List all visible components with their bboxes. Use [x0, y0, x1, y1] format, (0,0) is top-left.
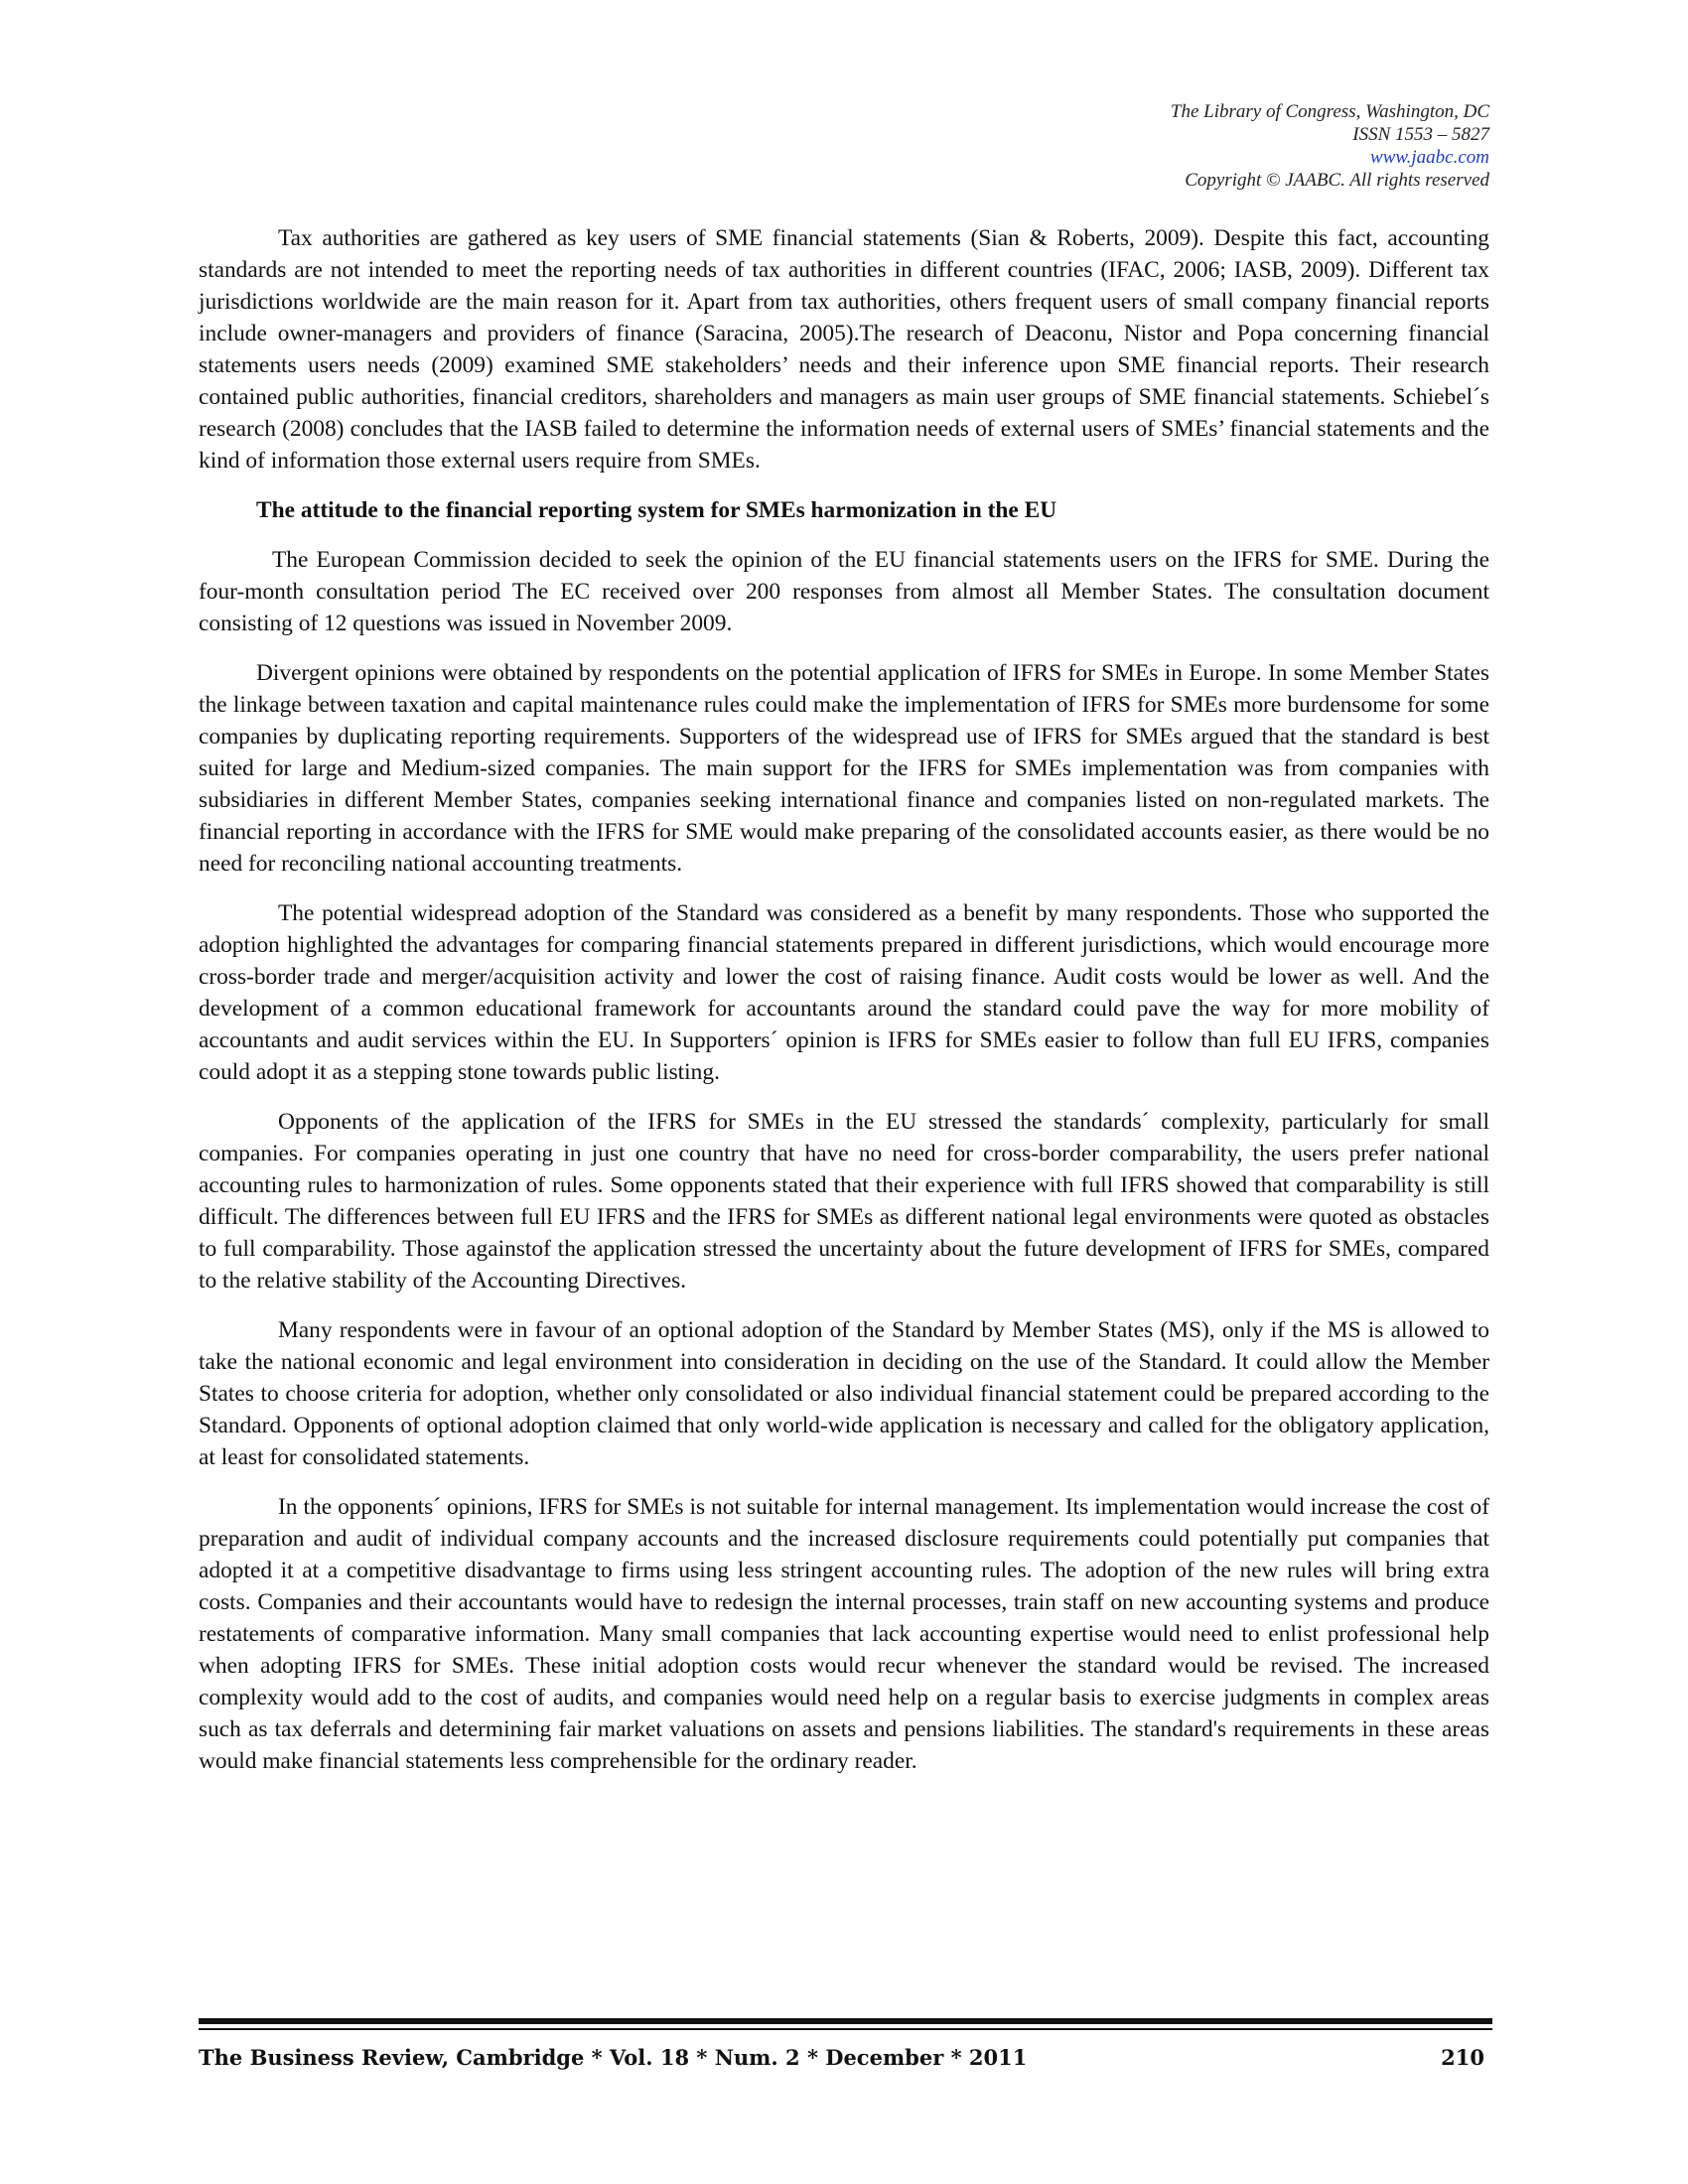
paragraph-european-commission: The European Commission decided to seek the opinion of the EU financial statements users on the IFRS for SME. During the four-month consultation period The EC received over 200 responses from almost all Member States. The consultation document consisting of 12 questions was issued in November 2009.: [199, 547, 1489, 636]
page-number: 210: [1441, 2045, 1484, 2070]
section-heading: The attitude to the financial reporting system for SMEs harmonization in the EU: [256, 497, 1057, 523]
footer-rule-thick: [199, 2018, 1492, 2024]
paragraph-opponents: Opponents of the application of the IFRS for SMEs in the EU stressed the standards´ complexity, particularly for small companies. For companies operating in just one country that have no need for cross-border comparability, the users prefer national accounting rules to harmonization of rules. Some opponents stated that their experience with full IFRS showed that comparability is still difficult. The differences between full EU IFRS and the IFRS for SMEs as different national legal environments were quoted as obstacles to full comparability. Those againstof the application stressed the uncertainty about the future development of IFRS for SMEs, compared to the relative stability of the Accounting Directives.: [199, 1109, 1489, 1294]
paragraph-internal-management: In the opponents´ opinions, IFRS for SMEs is not suitable for internal management. Its implementation would increase the cost of preparation and audit of individual company accounts and the increased disclosure requirements could potentially put companies that adopted it at a competitive disadvantage to firms using less stringent accounting rules. The adoption of the new rules will bring extra costs. Companies and their accountants would have to redesign the internal processes, train staff on new accounting systems and produce restatements of comparative information. Many small companies that lack accounting expertise would need to enlist professional help when adopting IFRS for SMEs. These initial adoption costs would recur whenever the standard would be revised. The increased complexity would add to the cost of audits, and companies would need help on a regular basis to exercise judgments in complex areas such as tax deferrals and determining fair market valuations on assets and pensions liabilities. The standard's requirements in these areas would make financial statements less comprehensible for the ordinary reader.: [199, 1494, 1489, 1774]
footer-journal: The Business Review, Cambridge * Vol. 18 * Num. 2 * December * 2011: [199, 2045, 1028, 2070]
header-website-link[interactable]: www.jaabc.com: [1370, 147, 1489, 168]
paragraph-widespread-adoption: The potential widespread adoption of the Standard was considered as a benefit by many respondents. Those who supported the adoption highlighted the advantages for comparing financial statements prepared in different jurisdictions, which would encourage more cross-border trade and merger/acquisition activity and lower the cost of raising finance. Audit costs would be lower as well. And the development of a common educational framework for accountants around the standard could pave the way for more mobility of accountants and audit services within the EU. In Supporters´ opinion is IFRS for SMEs easier to follow than full EU IFRS, companies could adopt it as a stepping stone towards public listing.: [199, 900, 1489, 1085]
header-copyright: Copyright © JAABC. All rights reserved: [1185, 170, 1489, 191]
article-body: [199, 222, 1489, 1795]
running-header: [794, 100, 1489, 192]
header-issn: ISSN 1553 – 5827: [1352, 124, 1489, 145]
paragraph-tax-authorities: Tax authorities are gathered as key users of SME financial statements (Sian & Roberts, 2009). Despite this fact, accounting standards are not intended to meet the reporting needs of tax authorities in different countries (IFAC, 2006; IASB, 2009). Different tax jurisdictions worldwide are the main reason for it. Apart from tax authorities, others frequent users of small company financial reports include owner-managers and providers of finance (Saracina, 2005).The research of Deaconu, Nistor and Popa concerning financial statements users needs (2009) examined SME stakeholders’ needs and their inference upon SME financial reports. Their research contained public authorities, financial creditors, shareholders and managers as main user groups of SME financial statements. Schiebel´s research (2008) concludes that the IASB failed to determine the information needs of external users of SMEs’ financial statements and the kind of information those external users require from SMEs.: [199, 225, 1489, 474]
footer-rule-thin: [199, 2028, 1492, 2030]
header-library: The Library of Congress, Washington, DC: [1170, 101, 1489, 122]
running-footer: [199, 2045, 1492, 2071]
paragraph-divergent-opinions: Divergent opinions were obtained by respondents on the potential application of IFRS for SMEs in Europe. In some Member States the linkage between taxation and capital maintenance rules could make the implementation of IFRS for SMEs more burdensome for some companies by duplicating reporting requirements. Supporters of the widespread use of IFRS for SMEs argued that the standard is best suited for large and Medium-sized companies. The main support for the IFRS for SMEs implementation was from companies with subsidiaries in different Member States, companies seeking international finance and companies listed on non-regulated markets. The financial reporting in accordance with the IFRS for SME would make preparing of the consolidated accounts easier, as there would be no need for reconciling national accounting treatments.: [199, 660, 1489, 877]
paragraph-optional-adoption: Many respondents were in favour of an optional adoption of the Standard by Member States (MS), only if the MS is allowed to take the national economic and legal environment into consideration in deciding on the use of the Standard. It could allow the Member States to choose criteria for adoption, whether only consolidated or also individual financial statement could be prepared according to the Standard. Opponents of optional adoption claimed that only world-wide application is necessary and called for the obligatory application, at least for consolidated statements.: [199, 1317, 1489, 1470]
